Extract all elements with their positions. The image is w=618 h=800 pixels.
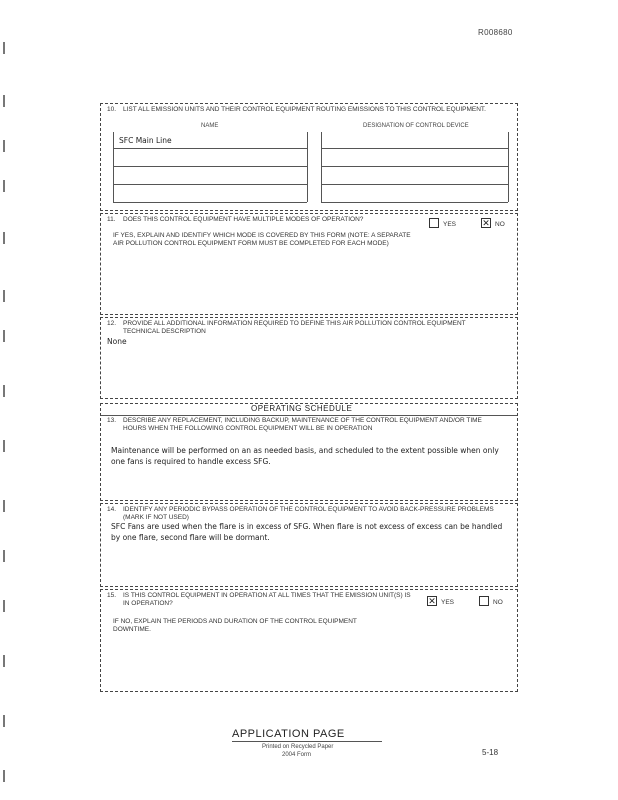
section-number: 13. <box>107 417 117 424</box>
section-operation-times <box>100 589 518 692</box>
no-checkbox[interactable]: ✕ <box>482 218 490 228</box>
section-bypass <box>100 503 518 587</box>
yes-checkbox[interactable] <box>429 218 439 228</box>
section-number: 15. <box>107 592 117 599</box>
emission-unit-name-1: SFC Main Line <box>119 136 172 145</box>
footer-title: APPLICATION PAGE <box>232 728 345 740</box>
page-number: 5-18 <box>482 748 499 757</box>
section-label: IS THIS CONTROL EQUIPMENT IN OPERATION AT ALL TIMES THAT THE EMISSION UNIT(S) IS IN OPERATION? <box>123 592 411 607</box>
yes-label: YES <box>441 599 455 606</box>
bypass-answer: SFC Fans are used when the flare is in excess of SFG. When flare is not excess of excess can be handled by one flare, second flare will be dormant. <box>111 522 503 542</box>
section-label: LIST ALL EMISSION UNITS AND THEIR CONTROL EQUIPMENT ROUTING EMISSIONS TO THIS CONTROL EQUIPMENT. <box>123 106 486 113</box>
maintenance-answer: Maintenance will be performed on an as needed basis, and scheduled to the extent possible when only one fans is required to handle excess SFG. <box>111 446 499 466</box>
section-number: 10. <box>107 106 117 113</box>
section-label: IDENTIFY ANY PERIODIC BYPASS OPERATION OF THE CONTROL EQUIPMENT TO AVOID BACK-PRESSURE PROBLEMS (MARK IF NOT USED) <box>123 506 494 521</box>
section-emission-units <box>100 103 518 211</box>
operating-schedule-heading: OPERATING SCHEDULE <box>251 404 353 413</box>
no-label: NO <box>495 221 505 228</box>
column-header-designation: DESIGNATION OF CONTROL DEVICE <box>363 123 469 129</box>
section-number: 14. <box>107 506 117 513</box>
section-label: DOES THIS CONTROL EQUIPMENT HAVE MULTIPLE MODES OF OPERATION? <box>123 216 364 223</box>
section-number: 11. <box>107 216 116 223</box>
section-label: DESCRIBE ANY REPLACEMENT, INCLUDING BACKUP, MAINTENANCE OF THE CONTROL EQUIPMENT AND/OR TIME HOURS WHEN THE FOLLOWING CONTROL EQUIPMENT WILL BE IN OPERATION <box>123 417 482 432</box>
section-instruction: IF YES, EXPLAIN AND IDENTIFY WHICH MODE IS COVERED BY THIS FORM (NOTE: A SEPARATE AIR POLLUTION CONTROL EQUIPMENT FORM MUST BE COMPLETED FOR EACH MODE) <box>113 232 411 247</box>
footer-recycled-note: Printed on Recycled Paper <box>262 744 334 750</box>
section-label: PROVIDE ALL ADDITIONAL INFORMATION REQUIRED TO DEFINE THIS AIR POLLUTION CONTROL EQUIPMENT TECHNICAL DESCRIPTION <box>123 320 466 335</box>
yes-checkbox[interactable]: ✕ <box>428 596 436 606</box>
section-maintenance <box>100 403 518 501</box>
document-id: R008680 <box>478 28 513 37</box>
section-additional-info <box>100 317 518 399</box>
section-number: 12. <box>107 320 117 327</box>
section-instruction: IF NO, EXPLAIN THE PERIODS AND DURATION OF THE CONTROL EQUIPMENT DOWNTIME. <box>113 618 357 633</box>
section-multiple-modes <box>100 213 518 315</box>
column-header-name: NAME <box>201 123 219 129</box>
binder-edge <box>3 0 9 800</box>
no-checkbox[interactable] <box>479 596 489 606</box>
yes-label: YES <box>443 221 457 228</box>
additional-info-answer: None <box>107 337 127 346</box>
footer-form-year: 2004 Form <box>282 752 312 758</box>
no-label: NO <box>493 599 503 606</box>
